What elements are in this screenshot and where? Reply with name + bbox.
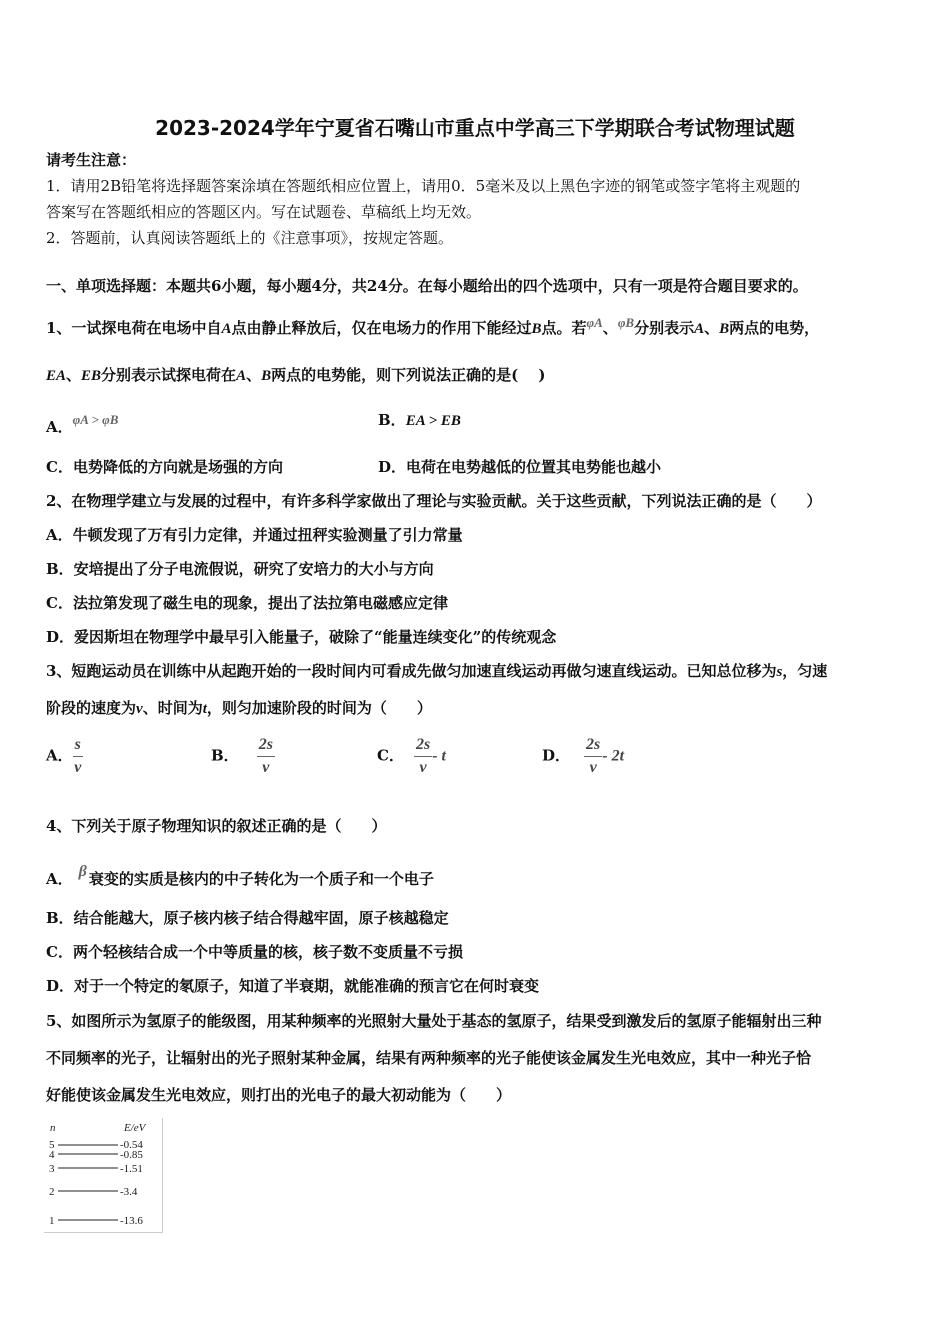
page-title: 2023-2024学年宁夏省石嘴山市重点中学高三下学期联合考试物理试题 [155, 116, 795, 140]
level-n-2: 2 [49, 1186, 55, 1198]
q3-option-a: A． $\frac{s}{v}$ [46, 736, 82, 776]
q1-stem-line2: EA、EB分别表示试探电荷在A、B两点的电势能，则下列说法正确的是( ) [46, 366, 546, 384]
q1-option-b: B．EA > EB [378, 411, 461, 429]
q2-stem: 2、在物理学建立与发展的过程中，有许多科学家做出了理论与实验贡献。关于这些贡献，下列说法正确的是（ ） [46, 492, 822, 510]
diagram-e-header: E/eV [124, 1122, 146, 1134]
notice-heading: 请考生注意： [46, 151, 137, 169]
q2-option-c: C．法拉第发现了磁生电的现象，提出了法拉第电磁感应定律 [46, 594, 448, 612]
q4-stem: 4、下列关于原子物理知识的叙述正确的是（ ） [46, 817, 387, 835]
level-e-4: -0.85 [120, 1149, 143, 1161]
level-e-3: -1.51 [120, 1163, 143, 1175]
q4-option-b: B．结合能越大，原子核内核子结合得越牢固，原子核越稳定 [46, 909, 449, 927]
q2-option-a: A．牛顿发现了万有引力定律，并通过扭秤实验测量了引力常量 [46, 526, 463, 544]
q3-option-c: C． $\frac{2s}{v}$ - t [377, 736, 446, 776]
level-n-1: 1 [49, 1215, 55, 1227]
level-e-2: -3.4 [120, 1186, 138, 1198]
q3-stem-line1: 3、短跑运动员在训练中从起跑开始的一段时间内可看成先做匀加速直线运动再做匀速直线运动。已知总位移为s，匀速 [46, 662, 828, 680]
q5-stem-line2: 不同频率的光子，让辐射出的光子照射某种金属，结果有两种频率的光子能使该金属发生光电效应，其中一种光子恰 [46, 1049, 812, 1067]
q1-stem-line1: 1、一试探电荷在电场中自A点由静止释放后，仅在电场力的作用下能经过B点。若φA、φB分别表示A、B两点的电势， [46, 315, 820, 337]
notice-item-1b: 答案写在答题纸相应的答题区内。写在试题卷、草稿纸上均无效。 [46, 203, 482, 221]
q1-option-d: D．电荷在电势越低的位置其电势能也越小 [378, 458, 662, 476]
q5-stem-line3: 好能使该金属发生光电效应，则打出的光电子的最大初动能为（ ） [46, 1086, 512, 1104]
phi-b-symbol: φB [617, 315, 635, 330]
q2-option-b: B．安培提出了分子电流假说，研究了安培力的大小与方向 [46, 560, 434, 578]
phi-a-symbol: φA [586, 315, 603, 330]
level-n-3: 3 [49, 1163, 55, 1175]
q5-stem-line1: 5、如图所示为氢原子的能级图，用某种频率的光照射大量处于基态的氢原子，结果受到激发后的氢原子能辐射出三种 [46, 1012, 822, 1030]
q3-option-d: D． $\frac{2s}{v}$ - 2t [542, 736, 625, 776]
q1-option-a: A．φA > φB [46, 412, 119, 436]
q2-option-d: D．爱因斯坦在物理学中最早引入能量子，破除了“能量连续变化”的传统观念 [46, 628, 557, 646]
level-n-5: 5 [49, 1139, 55, 1151]
beta-symbol: β [78, 863, 87, 880]
diagram-n-header: n [50, 1122, 56, 1134]
q3-option-b: B． $\frac{2s}{v}$ [211, 736, 273, 776]
q4-option-d: D．对于一个特定的氡原子，知道了半衰期，就能准确的预言它在何时衰变 [46, 977, 540, 995]
level-e-1: -13.6 [120, 1215, 143, 1227]
q4-option-c: C．两个轻核结合成一个中等质量的核，核子数不变质量不亏损 [46, 943, 463, 961]
q4-option-a: A． β 衰变的实质是核内的中子转化为一个质子和一个电子 [46, 863, 434, 888]
energy-level-diagram [44, 1118, 163, 1233]
notice-item-1a: 1．请用2B铅笔将选择题答案涂填在答题纸相应位置上，请用0．5毫米及以上黑色字迹的钢笔或签字笔将主观题的 [46, 177, 801, 195]
level-n-4: 4 [49, 1149, 55, 1161]
q1-option-c: C．电势降低的方向就是场强的方向 [46, 458, 283, 476]
q3-stem-line2: 阶段的速度为v、时间为t，则匀加速阶段的时间为（ ） [46, 699, 432, 717]
section-heading: 一、单项选择题：本题共6小题，每小题4分，共24分。在每小题给出的四个选项中，只有一项是符合题目要求的。 [46, 277, 808, 295]
notice-item-2: 2．答题前，认真阅读答题纸上的《注意事项》，按规定答题。 [46, 229, 454, 247]
level-e-5: -0.54 [120, 1139, 143, 1151]
